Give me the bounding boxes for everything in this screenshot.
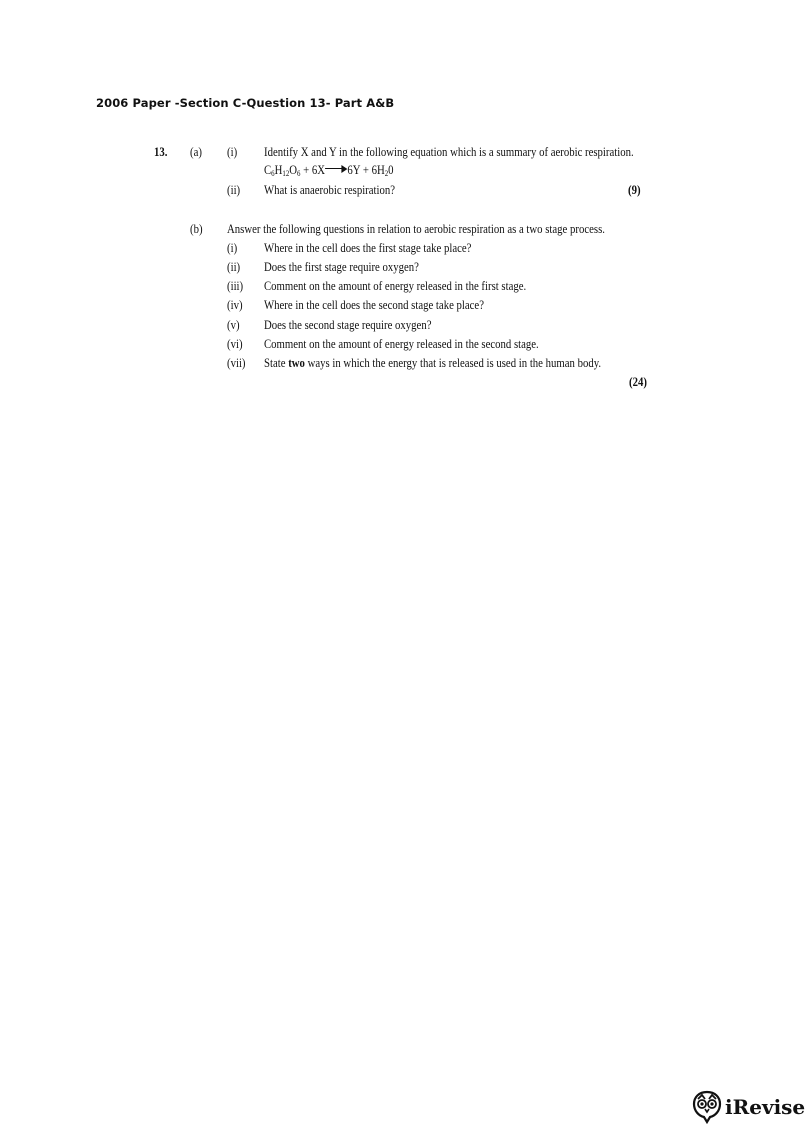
page-title: 2006 Paper -Section C-Question 13- Part A&B	[96, 96, 395, 110]
part-b-item-5-text: Does the second stage require oxygen?	[264, 318, 432, 332]
part-a-marks: (9)	[628, 183, 641, 197]
reaction-arrow-icon	[325, 165, 347, 173]
respiration-equation: $C_6H_{12}O_6 + 6X$ $6Y + 6H_20$	[264, 163, 394, 178]
part-a-label: (a)	[190, 145, 202, 159]
part-b-item-6-text: Comment on the amount of energy released in the second stage.	[264, 337, 539, 351]
part-b-item-4-text: Where in the cell does the second stage take place?	[264, 298, 484, 312]
owl-icon	[692, 1090, 722, 1124]
part-b-item-7-number: (vii)	[227, 356, 246, 370]
part-a-item-1-text: Identify X and Y in the following equation which is a summary of aerobic respiration.	[264, 145, 634, 159]
part-a-item-1-number: (i)	[227, 145, 238, 159]
question-number: 13.	[154, 145, 168, 159]
part-a-item-2-number: (ii)	[227, 183, 241, 197]
part-b-intro: Answer the following questions in relation to aerobic respiration as a two stage process.	[227, 222, 605, 236]
part-b-item-1-text: Where in the cell does the first stage take place?	[264, 241, 472, 255]
logo-text: iRevise	[725, 1095, 805, 1119]
part-a-item-2-text: What is anaerobic respiration?	[264, 183, 396, 197]
part-b-item-2-text: Does the first stage require oxygen?	[264, 260, 419, 274]
part-b-item-4-number: (iv)	[227, 298, 243, 312]
part-b-item-6-number: (vi)	[227, 337, 243, 351]
part-b-item-2-number: (ii)	[227, 260, 241, 274]
part-b-item-3-text: Comment on the amount of energy released in the first stage.	[264, 279, 527, 293]
part-b-marks: (24)	[629, 375, 647, 389]
part-b-item-5-number: (v)	[227, 318, 240, 332]
part-b-label: (b)	[190, 222, 203, 236]
part-b-item-1-number: (i)	[227, 241, 238, 255]
part-b-item-3-number: (iii)	[227, 279, 244, 293]
part-b-item-7-text: State two ways in which the energy that is released is used in the human body.	[264, 356, 602, 370]
irevise-logo	[692, 1090, 805, 1124]
